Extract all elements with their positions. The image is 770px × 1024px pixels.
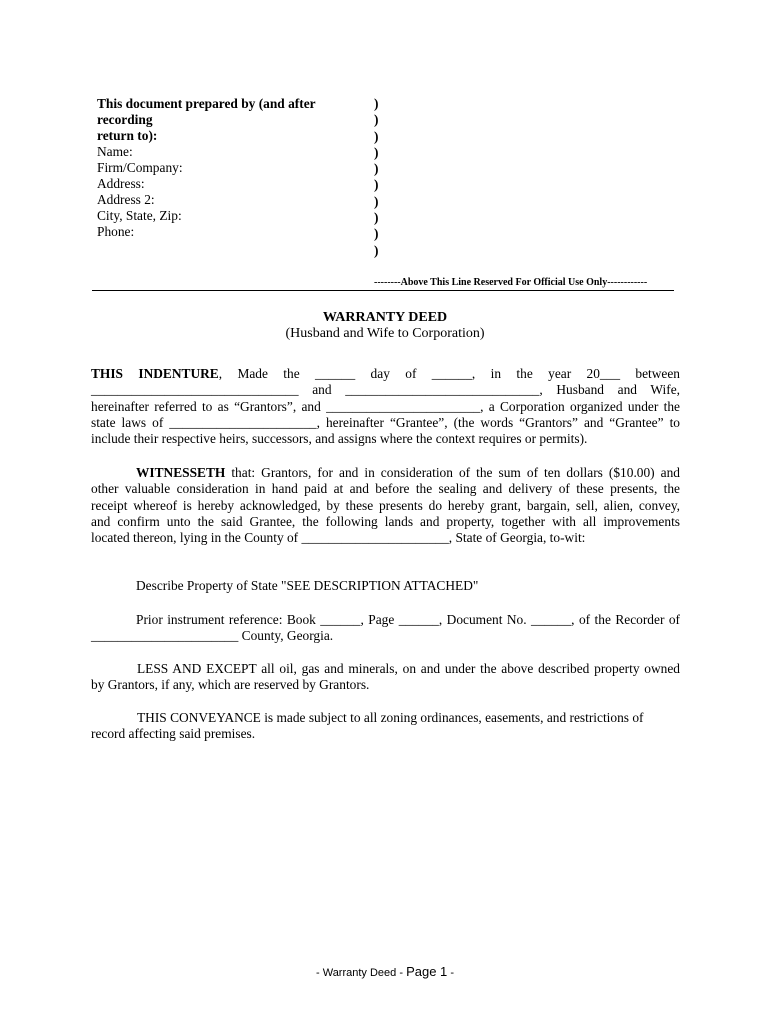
conveyance-line-2: record affecting said premises. (91, 726, 256, 742)
paren: ) (374, 161, 379, 177)
less-except-line-2: by Grantors, if any, which are reserved by Grantors. (91, 677, 370, 693)
page-footer (0, 964, 770, 979)
conveyance-line-1: THIS CONVEYANCE is made subject to all zoning ordinances, easements, and restrictions of (137, 710, 644, 725)
indenture-paragraph (91, 366, 680, 447)
name-field-label: Name: (97, 144, 133, 159)
witnesseth-line-2: other valuable consideration in hand paid at and before the sealing and delivery of these presents, the (91, 481, 680, 497)
prior-instrument-line-1: Prior instrument reference: Book ______, Page ______, Document No. ______, of the Recorder of (136, 612, 680, 627)
paren: ) (374, 144, 379, 160)
paren: ) (374, 242, 379, 258)
property-description-line: Describe Property of State "SEE DESCRIPTION ATTACHED" (136, 578, 479, 593)
paren-column (374, 96, 386, 259)
witnesseth-line-4: and confirm unto the said Grantee, the following lands and property, together with all improvements (91, 513, 680, 529)
footer-text: - Warranty Deed - (316, 967, 407, 979)
official-use-divider (92, 290, 674, 291)
prior-instrument-line-2: ______________________ County, Georgia. (91, 628, 334, 644)
phone-field-label: Phone: (97, 224, 135, 239)
paren: ) (374, 128, 379, 144)
witnesseth-line-1-text: that: Grantors, for and in consideration of the sum of ten dollars ($10.00) and (225, 465, 680, 480)
witnesseth-line-5: located thereon, lying in the County of ______________________, State of Georgia, to-wit: (91, 530, 586, 546)
witnesseth-paragraph (91, 465, 680, 546)
witnesseth-line-1 (91, 465, 680, 481)
city-state-zip-field-label: City, State, Zip: (97, 208, 182, 223)
address-field-label: Address: (97, 176, 145, 191)
witnesseth-lead: WITNESSETH (136, 465, 226, 480)
less-except-line-1: LESS AND EXCEPT all oil, gas and minerals, on and under the above described property owned (137, 661, 680, 676)
prepared-by-heading-line1: This document prepared by (and after recording (97, 96, 316, 127)
address2-field-label: Address 2: (97, 192, 155, 207)
indenture-line-5: include their respective heirs, successors, and assigns where the context requires or permits). (91, 431, 588, 447)
less-except-paragraph (91, 661, 680, 694)
conveyance-paragraph (91, 710, 680, 743)
indenture-line-1-text: , Made the ______ day of ______, in the year 20___ between (218, 366, 680, 381)
witnesseth-line-3: receipt whereof is hereby acknowledged, by these presents do hereby grant, bargain, sell, alien, convey, (91, 497, 680, 513)
paren: ) (374, 210, 379, 226)
indenture-lead: THIS INDENTURE (91, 366, 219, 381)
paren: ) (374, 226, 379, 242)
paren: ) (374, 112, 379, 128)
indenture-line-2: _______________________________ and _____________________________, Husband and Wife, (91, 382, 680, 398)
firm-field-label: Firm/Company: (97, 160, 183, 175)
footer-page-number: Page 1 (406, 964, 448, 979)
official-use-notice: --------Above This Line Reserved For Official Use Only------------ (374, 277, 648, 288)
paren: ) (374, 193, 379, 209)
prepared-by-heading-line2: return to): (97, 128, 158, 143)
paren: ) (374, 177, 379, 193)
indenture-line-3: hereinafter referred to as “Grantors”, and _______________________, a Corporation organized under the (91, 398, 680, 414)
document-title: WARRANTY DEED (322, 310, 448, 325)
paren: ) (374, 96, 379, 111)
indenture-line-1 (91, 366, 680, 382)
prior-instrument-paragraph (91, 612, 680, 645)
prepared-by-block (97, 96, 367, 240)
document-subtitle: (Husband and Wife to Corporation) (285, 326, 485, 341)
footer-tail: - (447, 967, 454, 979)
indenture-line-4: state laws of ______________________, hereinafter “Grantee”, (the words “Grantors” and “Grantee” to (91, 414, 680, 430)
